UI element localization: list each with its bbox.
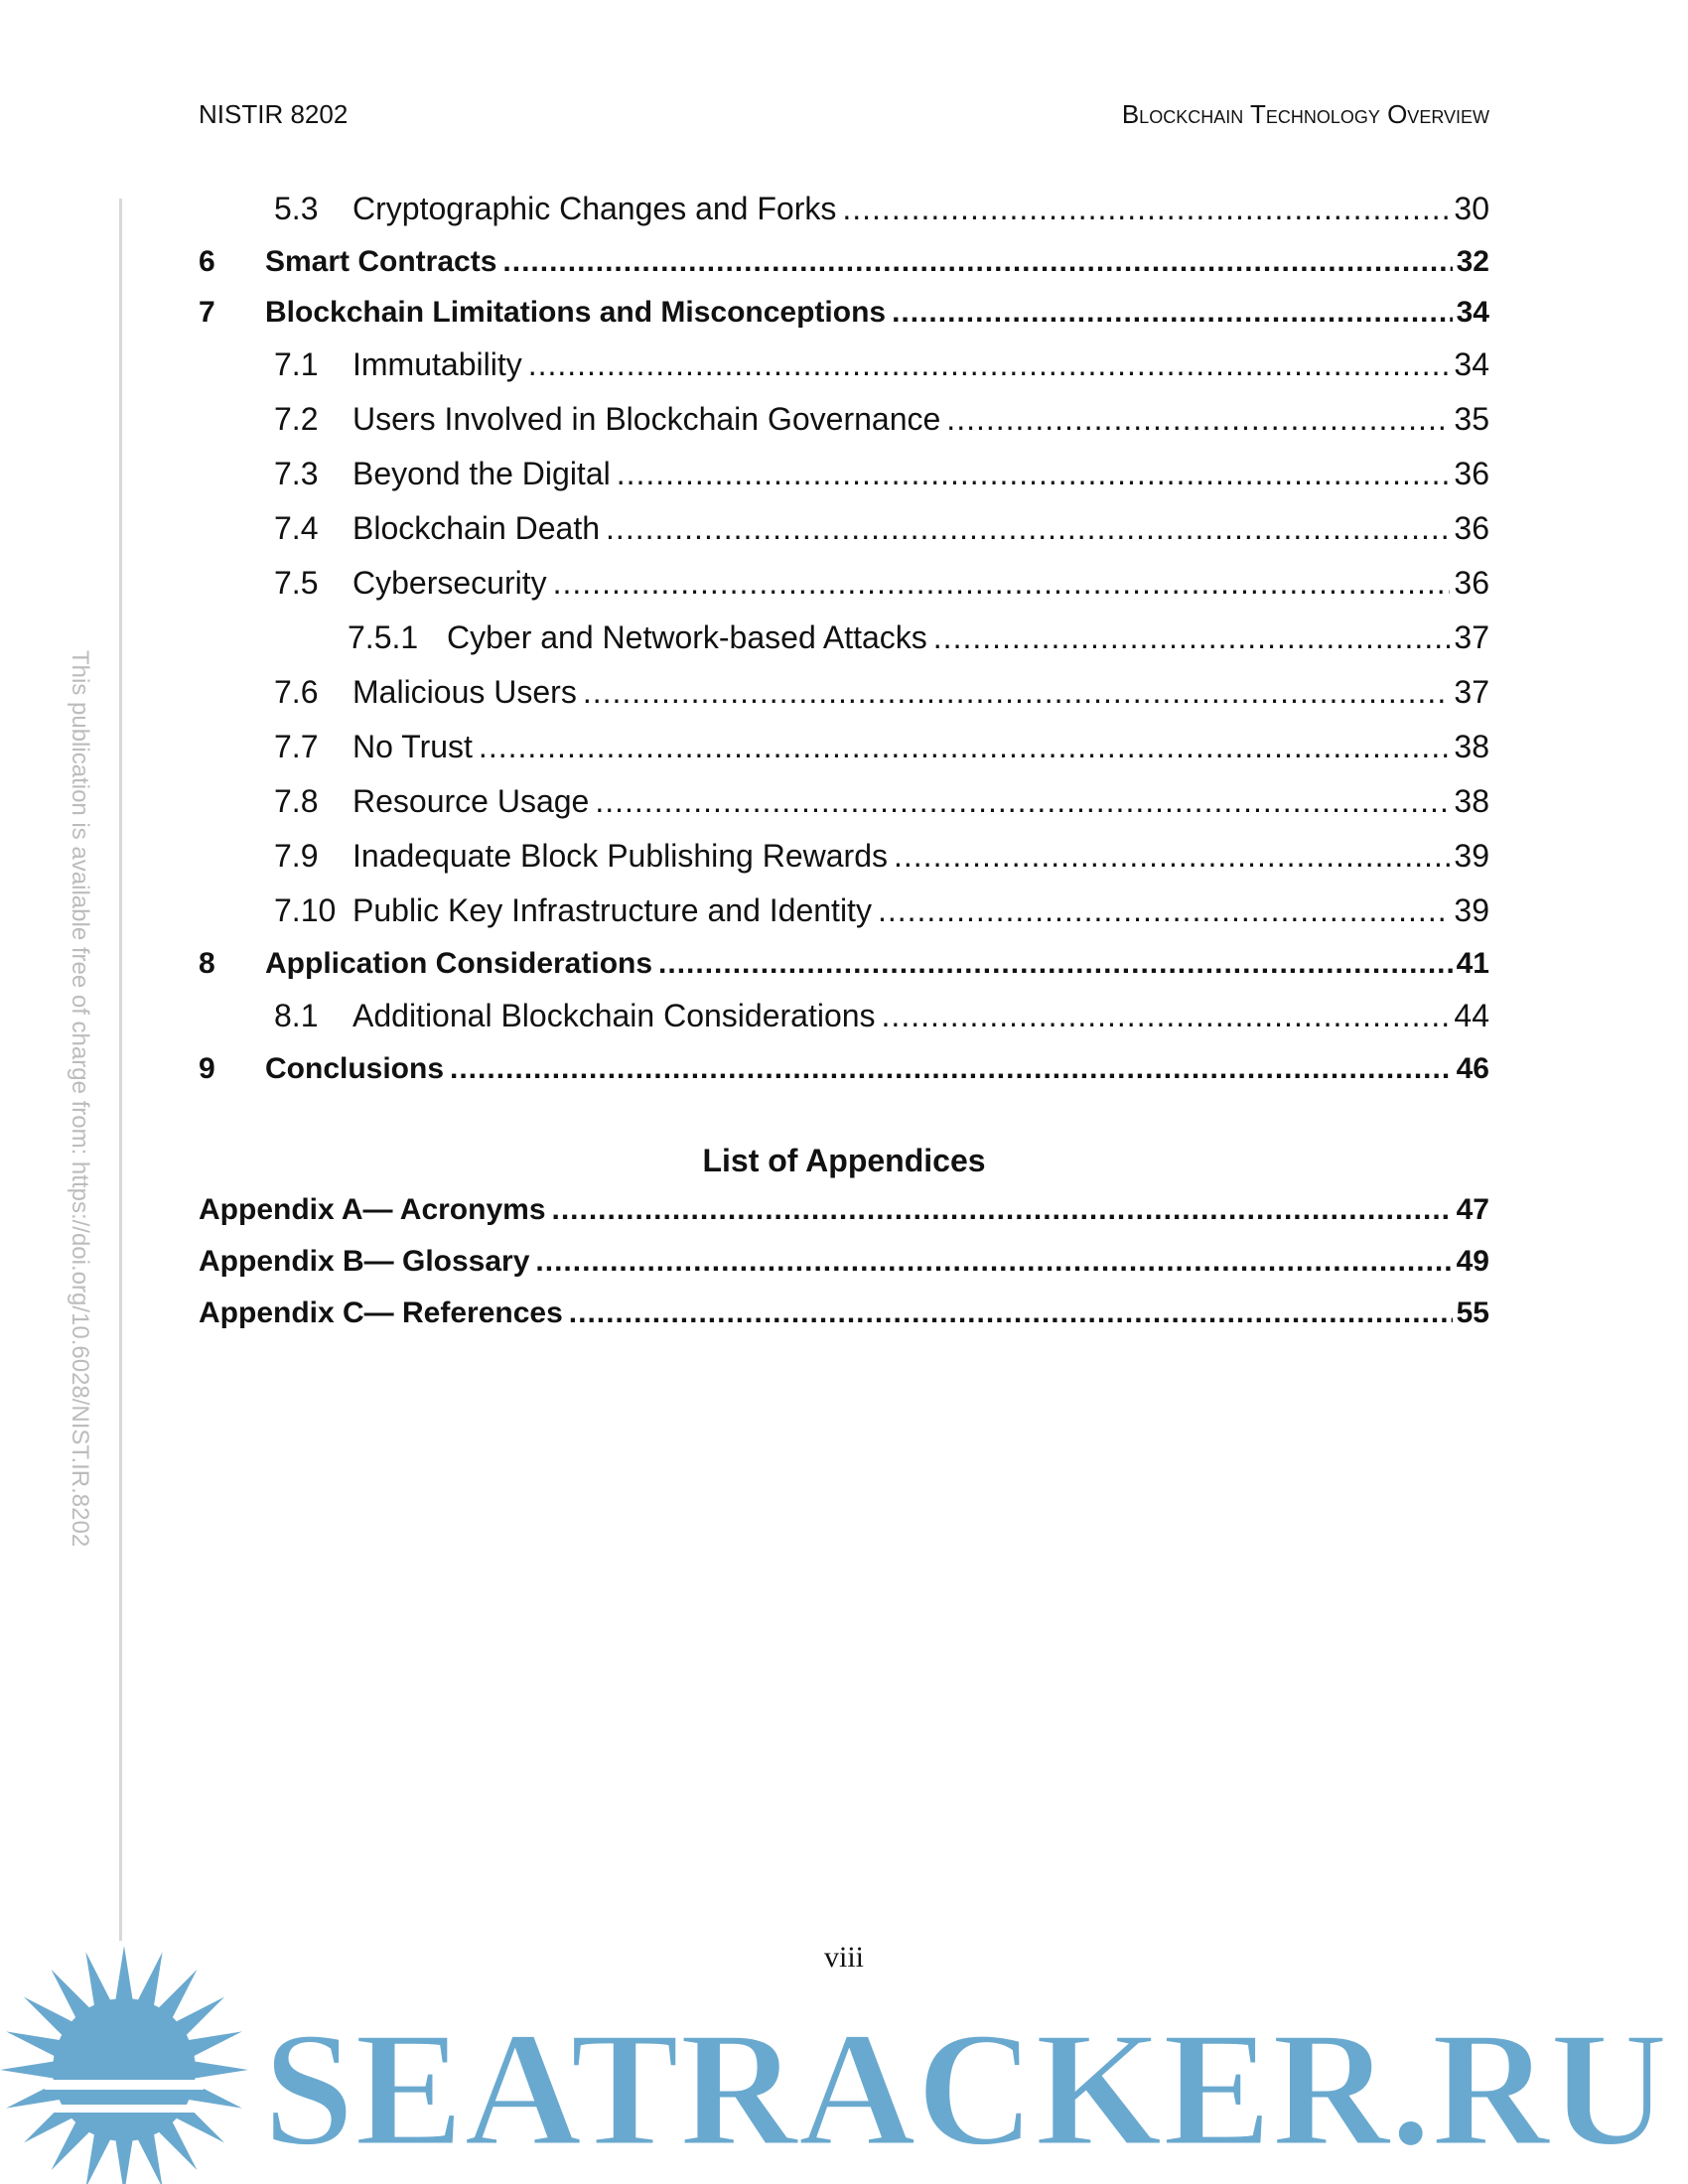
appendix-entry-page: 55	[1456, 1297, 1489, 1329]
running-header-right: Blockchain Technology Overview	[1121, 99, 1489, 129]
appendix-entry-title: Appendix C— References	[199, 1297, 563, 1329]
toc-entry-page: 39	[1454, 838, 1489, 874]
toc-entry-page: 36	[1454, 510, 1489, 546]
running-header-left: NISTIR 8202	[199, 99, 349, 129]
toc-entry-number: 7.10	[274, 892, 337, 928]
toc-entry-page: 37	[1454, 674, 1489, 710]
sun-ray	[6, 2031, 62, 2057]
toc-entry[interactable]	[199, 191, 1489, 245]
dot-leader	[479, 729, 1450, 765]
toc-entry-page: 38	[1454, 729, 1489, 764]
toc-entry-title: Public Key Infrastructure and Identity	[352, 892, 872, 928]
toc-entry-number: 7.6	[274, 674, 319, 710]
appendix-entry[interactable]	[199, 1245, 1489, 1297]
sun-ray	[115, 1946, 133, 2001]
toc-entry-title: Blockchain Limitations and Misconceptions	[265, 296, 887, 329]
toc-entry-page: 34	[1456, 296, 1489, 329]
toc-entry[interactable]	[199, 998, 1489, 1052]
toc-entry-number: 7.5	[274, 565, 319, 601]
toc-entry-number: 7	[199, 296, 215, 329]
toc-entry-title: Cryptographic Changes and Forks	[352, 191, 837, 226]
toc-entry-page: 39	[1454, 892, 1489, 928]
toc-entry-number: 5.3	[274, 191, 319, 226]
toc-entry-number: 7.4	[274, 510, 319, 546]
sun-ray	[187, 2031, 242, 2057]
toc-entry-page: 34	[1454, 346, 1489, 382]
toc-entry-page: 32	[1456, 245, 1489, 278]
toc-entry-title: Immutability	[352, 346, 522, 382]
toc-entry[interactable]	[199, 245, 1489, 296]
sun-ray	[137, 2132, 163, 2184]
toc-entry-page: 35	[1454, 401, 1489, 437]
sun-ray	[85, 1952, 111, 2007]
toc-entry-title: Malicious Users	[352, 674, 577, 710]
appendix-entry-page: 49	[1456, 1245, 1489, 1278]
dot-leader	[617, 456, 1451, 492]
toc-entry-number: 7.3	[274, 456, 319, 491]
sun-ray	[85, 2132, 111, 2184]
toc-entry[interactable]	[199, 838, 1489, 892]
toc-entry[interactable]	[199, 729, 1489, 783]
dot-leader	[878, 892, 1450, 929]
toc-entry[interactable]	[199, 565, 1489, 619]
appendix-entries	[199, 1193, 1489, 1348]
toc-entry-page: 30	[1454, 191, 1489, 226]
dot-leader	[535, 1245, 1452, 1279]
appendix-entry[interactable]	[199, 1297, 1489, 1348]
dot-leader	[933, 619, 1451, 656]
toc-entry[interactable]	[199, 892, 1489, 947]
toc-entry-page: 46	[1456, 1052, 1489, 1085]
dot-leader	[552, 1193, 1453, 1227]
toc-entry-number: 9	[199, 1052, 215, 1085]
toc-entry-page: 38	[1454, 783, 1489, 819]
toc-entry-title: Additional Blockchain Considerations	[352, 998, 876, 1033]
toc-entry-number: 8.1	[274, 998, 319, 1033]
toc-entry[interactable]	[199, 619, 1489, 674]
dot-leader	[946, 401, 1450, 438]
toc-entry[interactable]	[199, 674, 1489, 729]
toc-entry-title: Conclusions	[265, 1052, 445, 1085]
dot-leader	[882, 998, 1451, 1034]
availability-note: This publication is available free of charge from: https://doi.org/10.6028/NIST.IR.8202	[67, 650, 93, 1548]
toc-entry-title: Application Considerations	[265, 947, 653, 980]
toc-entry[interactable]	[199, 510, 1489, 565]
toc-entry-number: 7.5.1	[348, 619, 419, 655]
appendix-entry-page: 47	[1456, 1193, 1489, 1226]
toc-entry-page: 41	[1456, 947, 1489, 980]
appendices-heading: List of Appendices	[702, 1143, 986, 1178]
dot-leader	[528, 346, 1451, 383]
toc-entry-number: 7.8	[274, 783, 319, 819]
toc-entry-number: 7.9	[274, 838, 319, 874]
sun-ray	[137, 1952, 163, 2007]
toc-entry-title: Beyond the Digital	[352, 456, 611, 491]
toc-entry-number: 6	[199, 245, 215, 278]
watermark-text: SEATRACKER.RU	[263, 1997, 1668, 2180]
toc-entry-page: 37	[1454, 619, 1489, 655]
table-of-contents	[199, 191, 1489, 1348]
toc-entry-title: Cyber and Network-based Attacks	[447, 619, 927, 655]
dot-leader	[842, 191, 1450, 227]
dot-leader	[606, 510, 1450, 547]
toc-entry-page: 36	[1454, 456, 1489, 491]
sun-icon	[0, 1946, 248, 2184]
dot-leader	[583, 674, 1451, 711]
toc-entry-page: 36	[1454, 565, 1489, 601]
toc-entry-page: 44	[1454, 998, 1489, 1033]
sun-ray	[193, 2061, 248, 2079]
page-number: viii	[823, 1941, 864, 1974]
toc-entry[interactable]	[199, 296, 1489, 346]
toc-entry-title: Inadequate Block Publishing Rewards	[352, 838, 888, 874]
toc-entry-title: Smart Contracts	[265, 245, 497, 278]
appendix-entry-title: Appendix B— Glossary	[199, 1245, 530, 1278]
dot-leader	[569, 1297, 1453, 1330]
toc-entry[interactable]	[199, 783, 1489, 838]
toc-entry-title: Users Involved in Blockchain Governance	[352, 401, 941, 437]
toc-entry[interactable]	[199, 401, 1489, 456]
toc-entries	[199, 191, 1489, 1103]
toc-entry-number: 7.1	[274, 346, 319, 382]
toc-entry-number: 7.2	[274, 401, 319, 437]
toc-entry-title: No Trust	[352, 729, 473, 764]
sun-ray	[115, 2138, 133, 2184]
dot-leader	[658, 947, 1453, 981]
dot-leader	[502, 245, 1452, 279]
toc-entry[interactable]	[199, 947, 1489, 998]
toc-entry-title: Blockchain Death	[352, 510, 601, 546]
watermark	[0, 1931, 1688, 2184]
toc-entry-number: 7.7	[274, 729, 319, 764]
toc-entry-title: Resource Usage	[352, 783, 590, 819]
appendix-entry[interactable]	[199, 1193, 1489, 1245]
toc-entry[interactable]	[199, 456, 1489, 510]
toc-entry[interactable]	[199, 346, 1489, 401]
dot-leader	[553, 565, 1451, 602]
appendix-entry-title: Appendix A— Acronyms	[199, 1193, 546, 1226]
toc-entry[interactable]	[199, 1052, 1489, 1103]
dot-leader	[450, 1052, 1453, 1086]
margin-rule	[119, 199, 122, 1941]
dot-leader	[892, 296, 1453, 330]
dot-leader	[894, 838, 1450, 875]
toc-entry-number: 8	[199, 947, 215, 980]
toc-entry-title: Cybersecurity	[352, 565, 547, 601]
sun-ray	[0, 2061, 56, 2079]
dot-leader	[595, 783, 1450, 820]
